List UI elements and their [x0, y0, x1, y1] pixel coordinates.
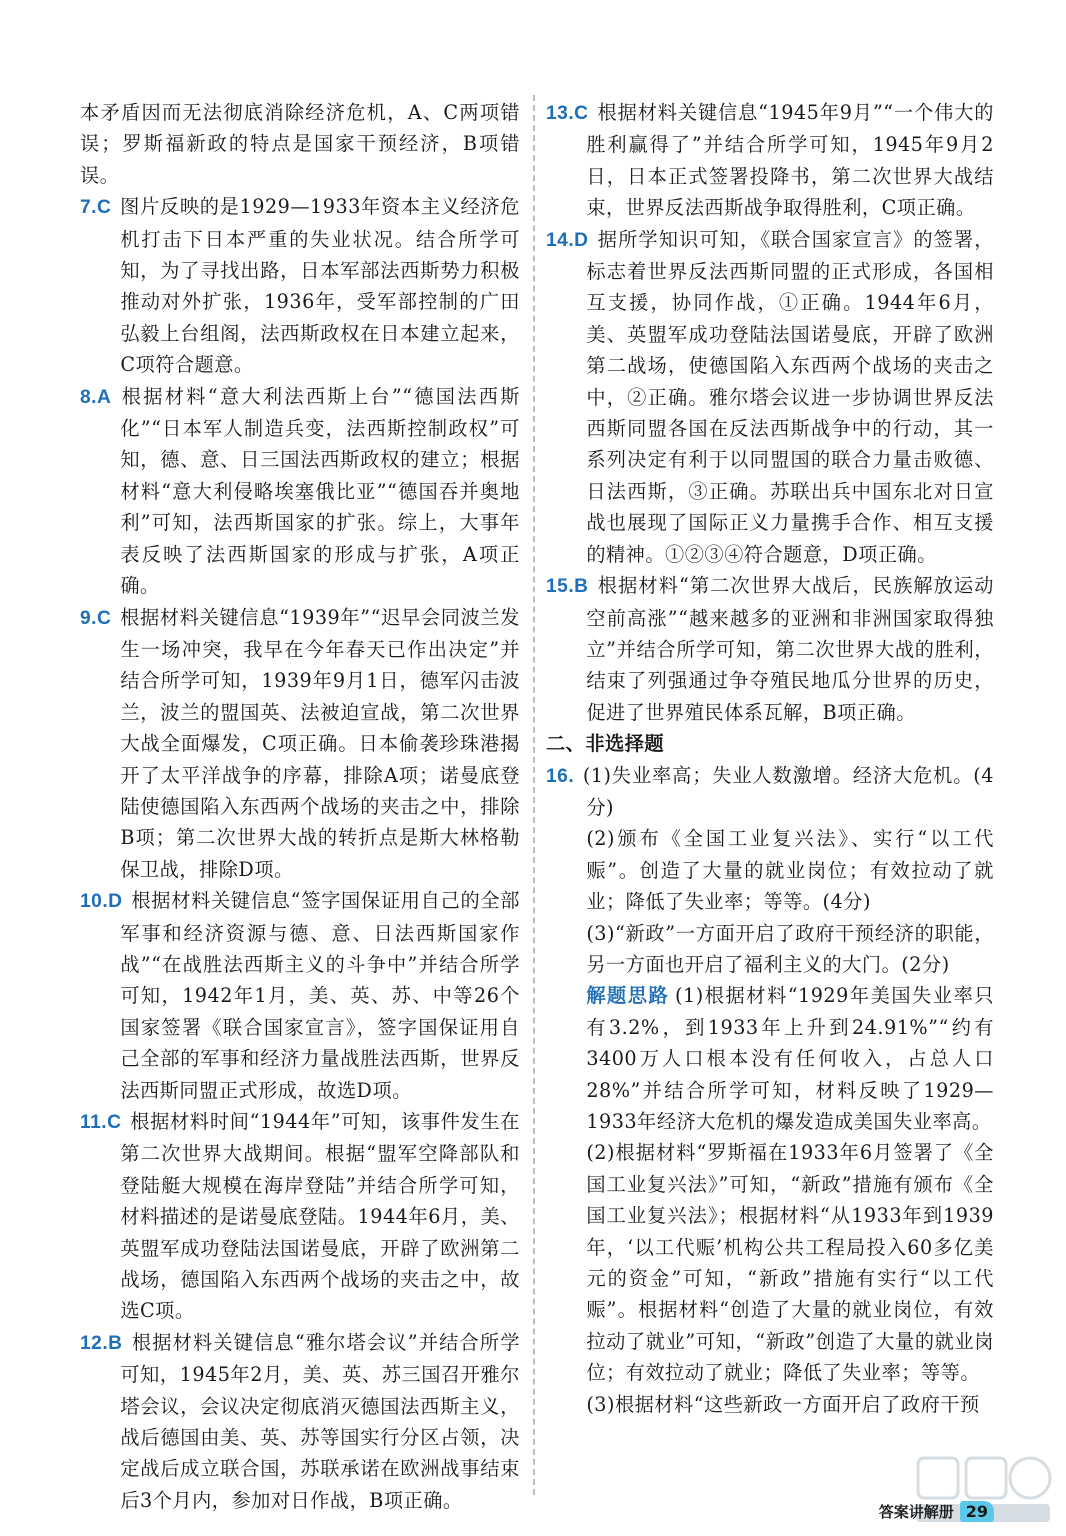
- answer-number: 14.D: [546, 229, 589, 251]
- answer-number: 11.C: [80, 1112, 122, 1133]
- answer-number: 7.C: [80, 197, 112, 219]
- answer-text: 图片反映的是1929—1933年资本主义经济危机打击下日本严重的失业状况。结合所学可知，为了寻找出路，日本军部法西斯势力积极推动对外扩张，1936年，受军部控制的广田弘毅上台组阁，法西斯政权在日本建立起来，C项符合题意。: [119, 195, 520, 377]
- answer-item-15: [546, 570, 994, 728]
- right-column: [546, 97, 994, 1420]
- answer-number: 9.C: [80, 607, 112, 629]
- answer-number: 15.B: [546, 576, 589, 598]
- answer-part-2: (2)颁布《全国工业复兴法》、实行“以工代赈”。创造了大量的就业岗位；有效拉动了就业；降低了失业率；等等。(4分): [586, 827, 994, 914]
- page-footer: [879, 1501, 994, 1522]
- left-column: [80, 97, 520, 1516]
- solution-hint-2: (2)根据材料“罗斯福在1933年6月签署了《全国工业复兴法》”可知，“新政”措施有颁布《全国工业复兴法》；根据材料“从1933年到1939年，‘以工代赈’机构公共工程局投入60多亿美元的资金”可知，“新政”措施有实行“以工代赈”。根据材料“创造了大量的就业岗位，有效拉动了就业”可知，“新政”创造了大量的就业岗位；有效拉动了就业；降低了失业率；等等。: [586, 1141, 994, 1385]
- answer-text: 根据材料关键信息“1939年”“迟早会同波兰发生一场冲突，我早在今年春天已作出决定”并结合所学可知，1939年9月1日，德军闪击波兰，波兰的盟国英、法被迫宣战，第二次世界大战全面爆发，C项正确。日本偷袭珍珠港揭开了太平洋战争的序幕，排除A项；诺曼底登陆使德国陷入东西两个战场的夹击之中，排除B项；第二次世界大战的转折点是斯大林格勒保卫战，排除D项。: [119, 605, 520, 881]
- solution-hint-3: (3)根据材料“这些新政一方面开启了政府干预: [586, 1392, 980, 1416]
- answer-number: 8.A: [80, 386, 112, 408]
- hint-label: 解题思路: [586, 984, 670, 1008]
- footer-label: 答案讲解册: [878, 1503, 954, 1521]
- answer-text: 根据材料时间“1944年”可知，该事件发生在第二次世界大战期间。根据“盟军空降部队和登陆艇大规模在海岸登陆”并结合所学可知，材料描述的是诺曼底登陆。1944年6月，美、英盟军成功登陆法国诺曼底，开辟了欧洲第二战场，德国陷入东西两个战场的夹击之中，故选C项。: [120, 1110, 520, 1323]
- answer-text: 根据材料关键信息“签字国保证用自己的全部军事和经济资源与德、意、日法西斯国家作战”“在战胜法西斯主义的斗争中”并结合所学可知，1942年1月，美、英、苏、中等26个国家签署《联合国家宣言》，签字国保证用自己全部的军事和经济力量战胜法西斯，世界反法西斯同盟正式形成，故选D项。: [120, 889, 520, 1102]
- answer-number: 10.D: [80, 891, 123, 913]
- section-title-non-choice: 二、非选择题: [546, 732, 665, 756]
- answer-number: 12.B: [80, 1332, 123, 1354]
- answer-text: 根据材料关键信息“1945年9月”“一个伟大的胜利赢得了”并结合所学可知，1945年9月2日，日本正式签署投降书，第二次世界大战结束，世界反法西斯战争取得胜利，C项正确。: [586, 101, 994, 220]
- answer-item-14: [546, 224, 994, 570]
- answer-text: 据所学知识可知，《联合国家宣言》的签署，标志着世界反法西斯同盟的正式形成，各国相互支援，协同作战，①正确。1944年6月，美、英盟军成功登陆法国诺曼底，开辟了欧洲第二战场，使德国陷入东西两个战场的夹击之中，②正确。雅尔塔会议进一步协调世界反法西斯同盟各国在反法西斯战争中的行动，其一系列决定有利于以同盟国的联合力量击败德、日法西斯，③正确。苏联出兵中国东北对日宣战也展现了国际正义力量携手合作、相互支援的精神。①②③④符合题意，D项正确。: [586, 227, 994, 566]
- answer-item-12: [80, 1327, 520, 1516]
- answer-text: 根据材料“意大利法西斯上台”“德国法西斯化”“日本军人制造兵变，法西斯控制政权”可知，德、意、日三国法西斯政权的建立；根据材料“意大利侵略埃塞俄比亚”“德国吞并奥地利”可知，法西斯国家的扩张。综上，大事年表反映了法西斯国家的形成与扩张，A项正确。: [119, 384, 520, 598]
- solution-hint-1: [546, 980, 994, 1137]
- answer-item-9: [80, 602, 520, 886]
- answer-item-13: [546, 97, 994, 224]
- answer-part-1: (1)失业率高；失业人数激增。经济大危机。(4分): [582, 763, 994, 819]
- answer-item-11: [80, 1106, 520, 1327]
- page-number: 29: [960, 1501, 994, 1522]
- answer-part-3: (3)“新政”一方面开启了政府干预经济的职能，另一方面也开启了福利主义的大门。(2分): [586, 921, 994, 976]
- column-divider: [533, 95, 535, 1495]
- hint-text: (1)根据材料“1929年美国失业率只有3.2%，到1933年上升到24.91%”“约有3400万人口根本没有任何收入，占总人口28%”并结合所学可知，材料反映了1929—1933年经济大危机的爆发造成美国失业率高。: [586, 984, 994, 1133]
- q6-continuation: 本矛盾因而无法彻底消除经济危机，A、C两项错误；罗斯福新政的特点是国家干预经济，B项错误。: [80, 101, 520, 187]
- answer-item-8: [80, 381, 520, 602]
- answer-number: 16.: [546, 765, 575, 787]
- answer-item-16: [546, 760, 994, 824]
- answer-item-7: [80, 191, 520, 380]
- answer-item-10: [80, 885, 520, 1106]
- answer-text: 根据材料“第二次世界大战后，民族解放运动空前高涨”“越来越多的亚洲和非洲国家取得独立”并结合所学可知，第二次世界大战的胜利，结束了列强通过争夺殖民地瓜分世界的历史，促进了世界殖民体系瓦解，B项正确。: [586, 574, 994, 724]
- answer-text: 根据材料关键信息“雅尔塔会议”并结合所学可知，1945年2月，美、英、苏三国召开雅尔塔会议，会议决定彻底消灭德国法西斯主义，战后德国由美、英、苏等国实行分区占领，决定战后成立联合国，苏联承诺在欧洲战事结束后3个月内，参加对日作战，B项正确。: [120, 1330, 520, 1512]
- answer-number: 13.C: [546, 103, 589, 124]
